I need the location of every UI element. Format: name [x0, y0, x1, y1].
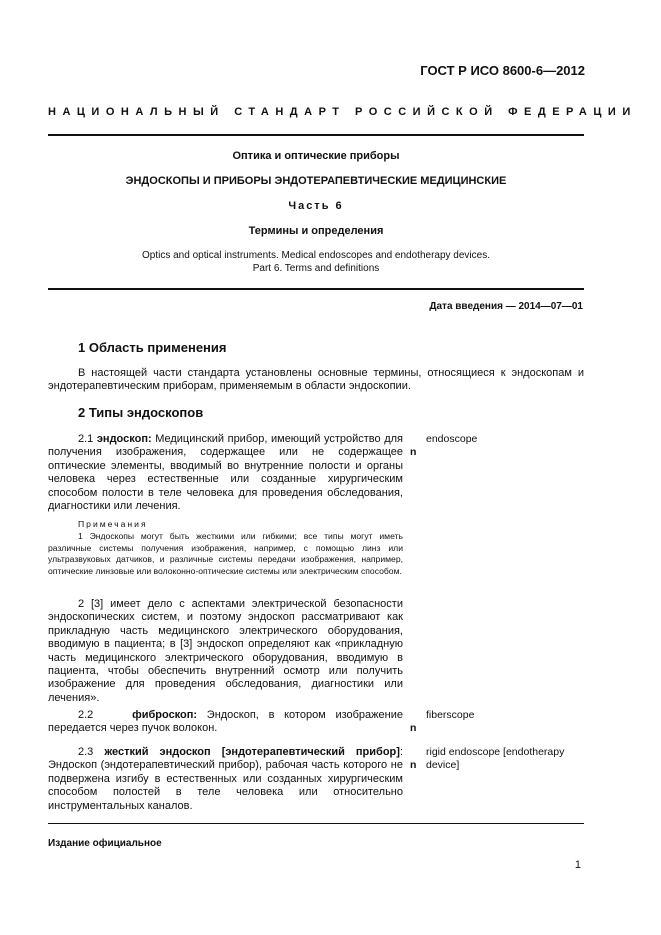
- term-2-2-mark: n: [410, 722, 417, 734]
- title-rule: [48, 288, 584, 290]
- intro-date: Дата введения — 2014—07—01: [429, 301, 583, 312]
- term-definition-text: Эндоскоп (эндотерапевтический прибор), рабочая часть которого не подвержена изгибу в естественных или созданных хирургическим способом полостей в теле человека или относительно инструментальных каналов.: [48, 759, 403, 812]
- term-2-1-english: endoscope: [426, 433, 478, 445]
- notes-heading: Примечания: [78, 519, 148, 529]
- term-number: 2.2: [78, 709, 94, 721]
- term-2-3-english: rigid endoscope [endotherapy device]: [426, 746, 565, 771]
- english-title-line-1: Optics and optical instruments. Medical endoscopes and endotherapy devices.: [142, 250, 490, 261]
- section-1-text: В настоящей части стандарта установлены основные термины, относящиеся к эндоскопам и эндотерапевтическим приборам, применяемым в области эндоскопии.: [48, 367, 584, 393]
- term-2-3-definition: [48, 746, 403, 813]
- official-edition: Издание официальное: [48, 838, 162, 849]
- title-subtitle: Термины и определения: [248, 225, 384, 237]
- section-1-title: 1 Область применения: [78, 340, 227, 355]
- section-2-title: 2 Типы эндоскопов: [78, 405, 204, 420]
- term-name: жесткий эндоскоп [эндотерапевтический прибор]: [104, 746, 400, 758]
- term-number: 2.1: [78, 433, 94, 445]
- term-name: эндоскоп:: [96, 433, 152, 445]
- term-definition-text: Эндоскоп, в котором изображение передается через пучок волокон.: [48, 709, 403, 735]
- header-rule: [48, 134, 584, 136]
- page-number: 1: [574, 859, 581, 871]
- term-2-3-mark: n: [410, 759, 417, 771]
- term-number: 2.3: [78, 746, 94, 758]
- title-line-2: ЭНДОСКОПЫ И ПРИБОРЫ ЭНДОТЕРАПЕВТИЧЕСКИЕ МЕДИЦИНСКИЕ: [125, 175, 507, 187]
- term-definition-text: Медицинский прибор, имеющий устройство для получения изображения, содержащее или не содержащее оптические элементы, вводимый во внутренние полости и органы человека через естественные или созданные хирургическим способом полости в теле человека для проведения обследования, диагностики или лечения.: [48, 433, 403, 513]
- term-2-1-definition: [48, 433, 403, 513]
- note-2: 2 [3] имеет дело с аспектами электрической безопасности эндоскопических систем, и поэтому эндоскоп рассматривают как прикладную часть медицинского электрического оборудования, вводимую в пациента; в [3] эндоскоп определяют как «прикладную часть медицинского электрического оборудования, вводимую в пациента, чтобы обеспечить внутренний осмотр или получить изображение для проведения обследования, диагностики или лечения».: [48, 598, 403, 704]
- term-2-2-definition: [48, 709, 403, 736]
- footer-rule: [48, 823, 584, 824]
- title-part: Часть 6: [288, 200, 344, 212]
- title-line-1: Оптика и оптические приборы: [232, 150, 400, 162]
- english-title-line-2: Part 6. Terms and definitions: [252, 263, 380, 274]
- term-name: фиброскоп:: [132, 709, 198, 721]
- document-designation: ГОСТ Р ИСО 8600-6—2012: [420, 63, 585, 78]
- term-2-1-mark: n: [410, 446, 417, 458]
- term-colon: :: [399, 746, 404, 758]
- note-1: 1 Эндоскопы могут быть жесткими или гибкими; все типы могут иметь различные системы получения изображения, например, с помощью линз или ультразвуковых датчиков, и различные системы передачи изображения, например, оптические линзовые или волоконно-оптические системы или электрическим способом.: [48, 531, 403, 576]
- national-standard-title: НАЦИОНАЛЬНЫЙ СТАНДАРТ РОССИЙСКОЙ ФЕДЕРАЦИИ: [48, 106, 637, 118]
- term-2-2-english: fiberscope: [426, 709, 475, 721]
